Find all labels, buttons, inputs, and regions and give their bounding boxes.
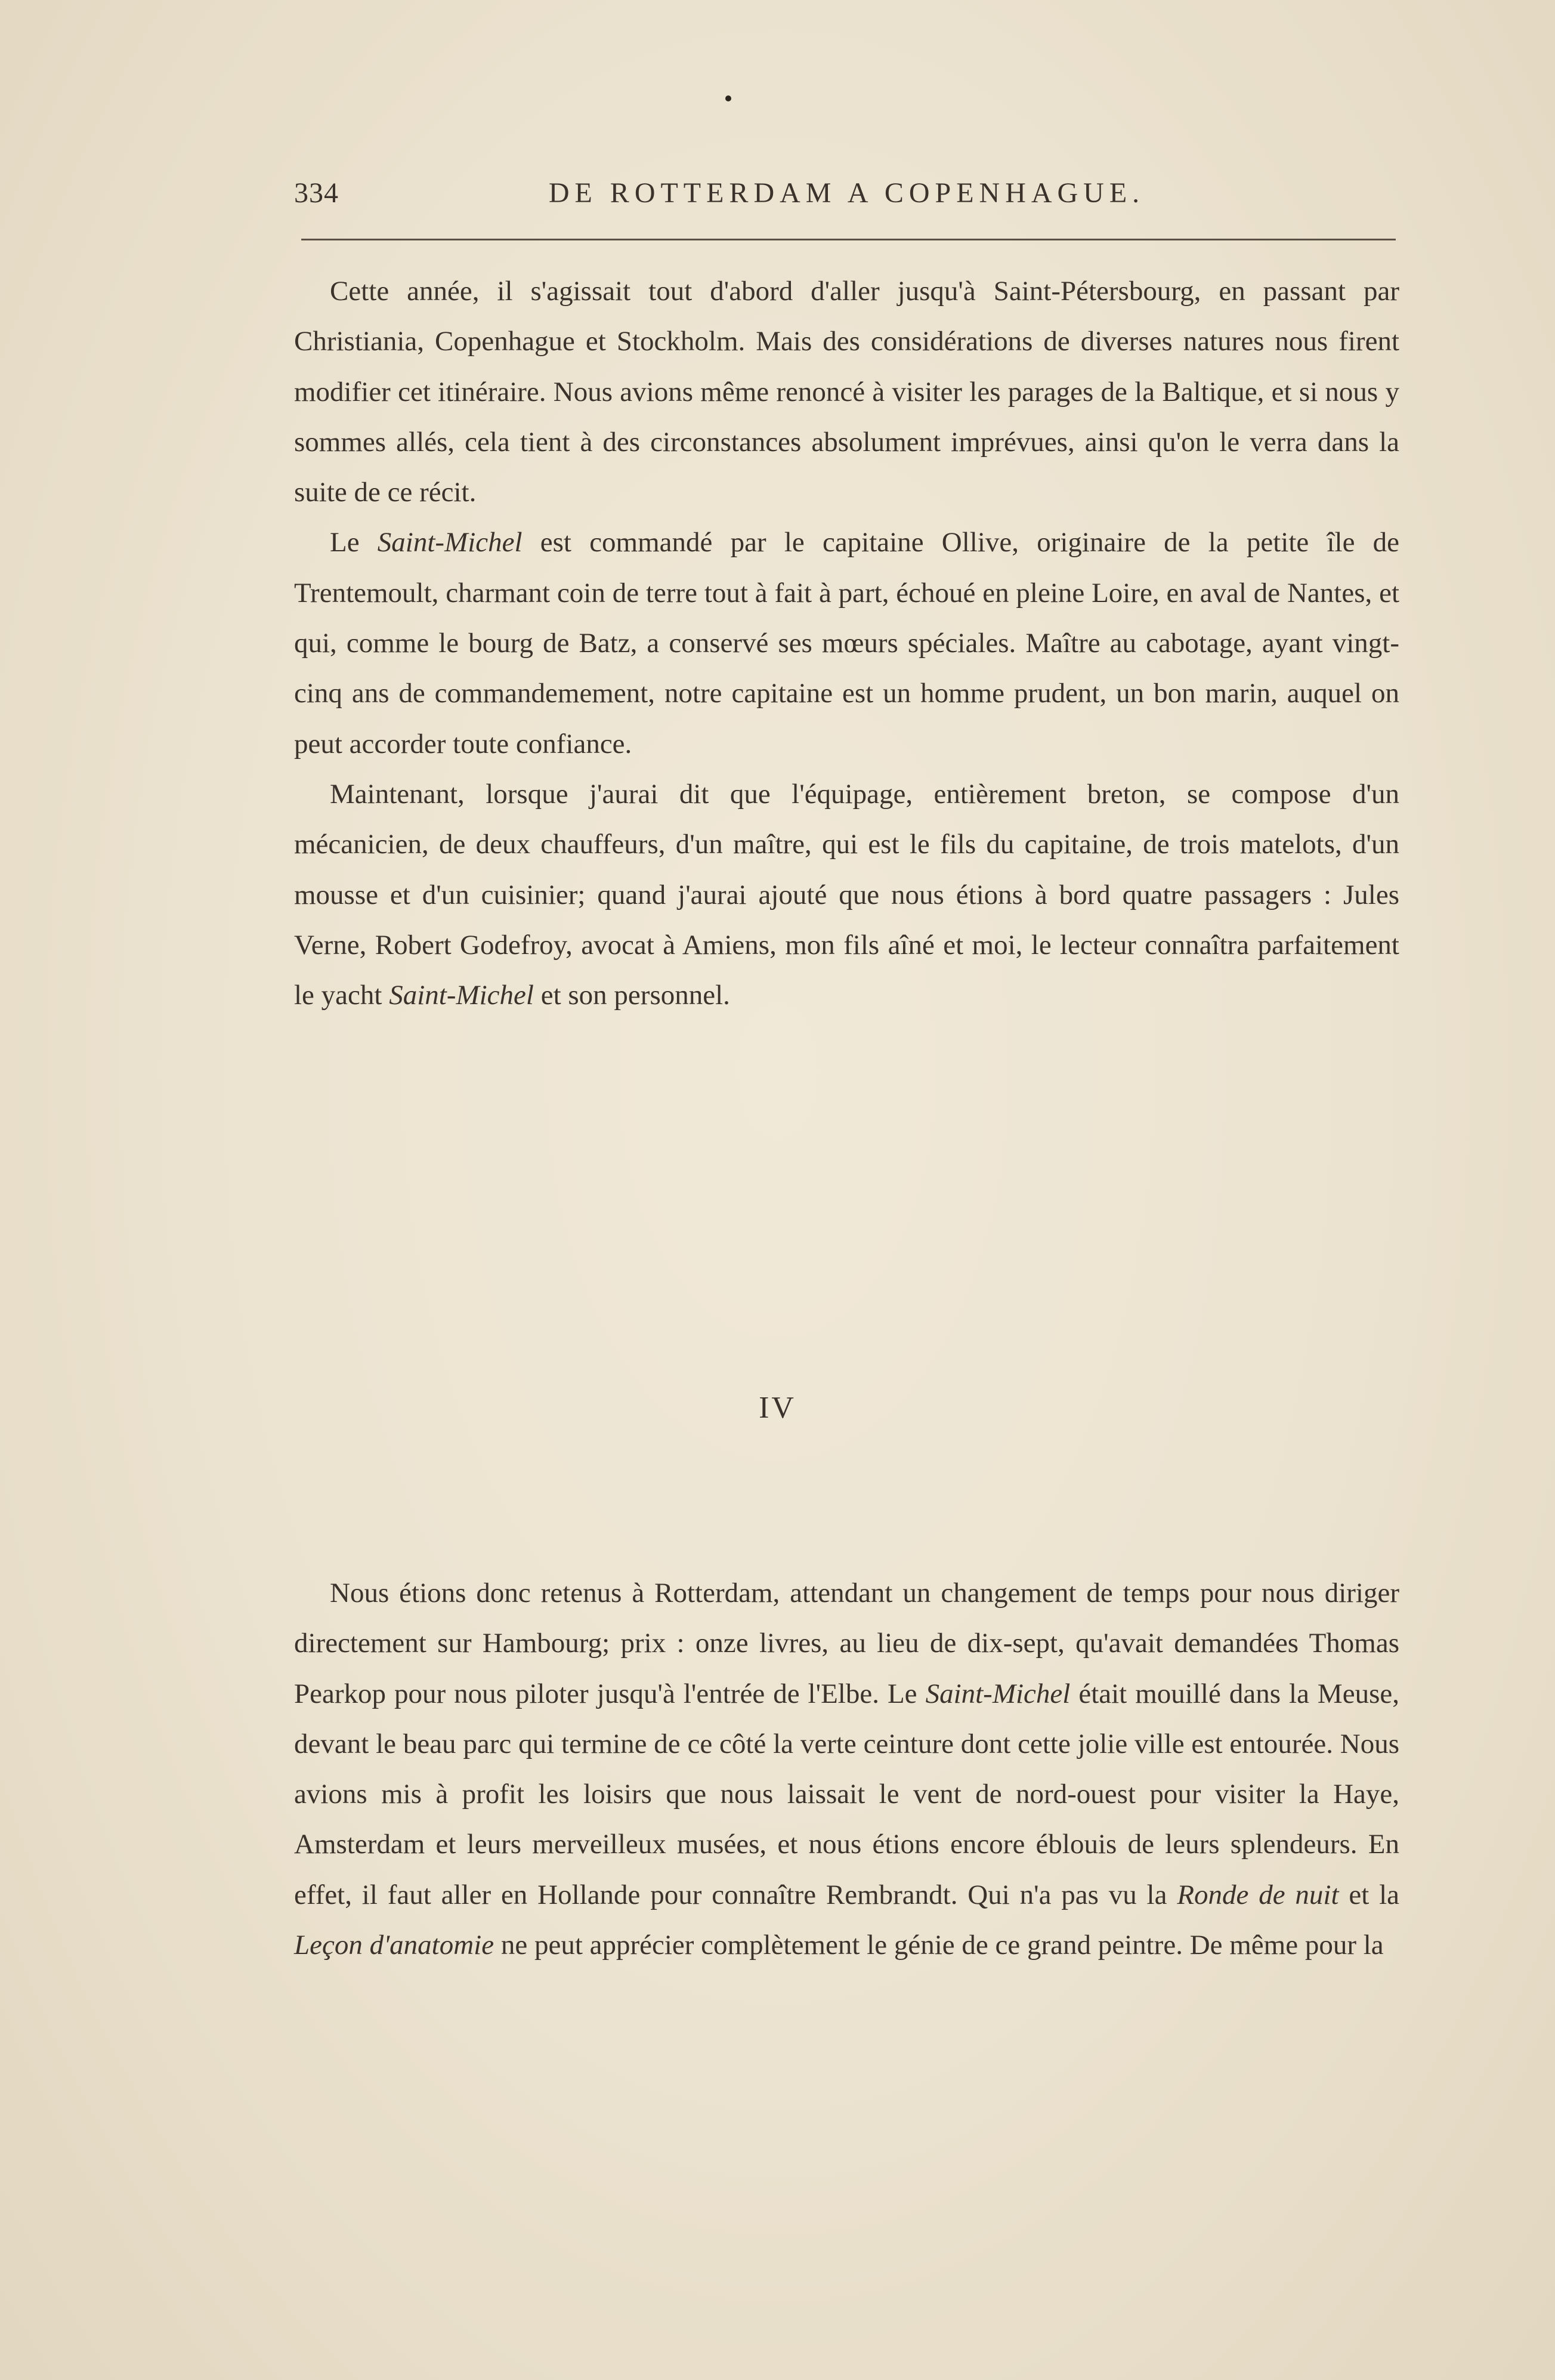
text-block-before-section xyxy=(294,266,1399,1020)
paragraph-crew: Maintenant, lorsque j'aurai dit que l'équipage, entièrement breton, se compose d'un mécanicien, de deux chauffeurs, d'un maître, qui est le fils du capitaine, de trois matelots, d'un mousse et d'un cuisinier; quand j'aurai ajouté que nous étions à bord quatre passagers : Jules Verne, Robert Godefroy, avocat à Amiens, mon fils aîné et moi, le lecteur connaîtra parfaitement le yacht Saint-Michel et son personnel. xyxy=(294,778,1399,1011)
printer-mark xyxy=(725,95,731,101)
page-number: 334 xyxy=(294,177,339,209)
text-block-after-section xyxy=(294,1568,1399,1970)
ship-name: Saint-Michel xyxy=(377,527,523,558)
paragraph-rotterdam: Nous étions donc retenus à Rotterdam, attendant un changement de temps pour nous diriger directement sur Hambourg; prix : onze livres, au lieu de dix-sept, qu'avait demandées Thomas Pearkop pour nous piloter jusqu'à l'entrée de l'Elbe. Le Saint-Michel était mouillé dans la Meuse, devant le beau parc qui termine de ce côté la verte ceinture dont cette jolie ville est entourée. Nous avions mis à profit les loisirs que nous laissait le vent de nord-ouest pour visiter la Haye, Amsterdam et leurs merveilleux musées, et nous étions encore éblouis de leurs splendeurs. En effet, il faut aller en Hollande pour connaître Rembrandt. Qui n'a pas vu la Ronde de nuit et la Leçon d'anatomie ne peut apprécier complètement le génie de ce grand peintre. De même pour la xyxy=(294,1578,1399,1961)
painting-title: Ronde de nuit xyxy=(1177,1879,1339,1910)
painting-title: Leçon d'anatomie xyxy=(294,1930,494,1961)
paragraph-itinerary: Cette année, il s'agissait tout d'abord d'aller jusqu'à Saint-Pétersbourg, en passant par Christiania, Copenhague et Stockholm. Mais des considérations de diverses natures nous firent modifier cet itinéraire. Nous avions même renoncé à visiter les parages de la Baltique, et si nous y sommes allés, cela tient à des circonstances absolument imprévues, ainsi qu'on le verra dans la suite de ce récit. xyxy=(294,276,1399,508)
ship-name: Saint-Michel xyxy=(389,980,534,1011)
section-heading: IV xyxy=(759,1391,796,1425)
running-head xyxy=(294,177,1399,224)
paragraph-captain: Le Saint-Michel est commandé par le capitaine Ollive, originaire de la petite île de Trentemoult, charmant coin de terre tout à fait à part, échoué en pleine Loire, en aval de Nantes, et qui, comme le bourg de Batz, a conservé ses mœurs spéciales. Maître au cabotage, ayant vingt-cinq ans de commandemement, notre capitaine est un homme prudent, un bon marin, auquel on peut accorder toute confiance. xyxy=(294,527,1399,760)
running-title: DE ROTTERDAM A COPENHAGUE. xyxy=(548,177,1145,209)
header-rule xyxy=(301,239,1396,240)
ship-name: Saint-Michel xyxy=(925,1678,1071,1709)
